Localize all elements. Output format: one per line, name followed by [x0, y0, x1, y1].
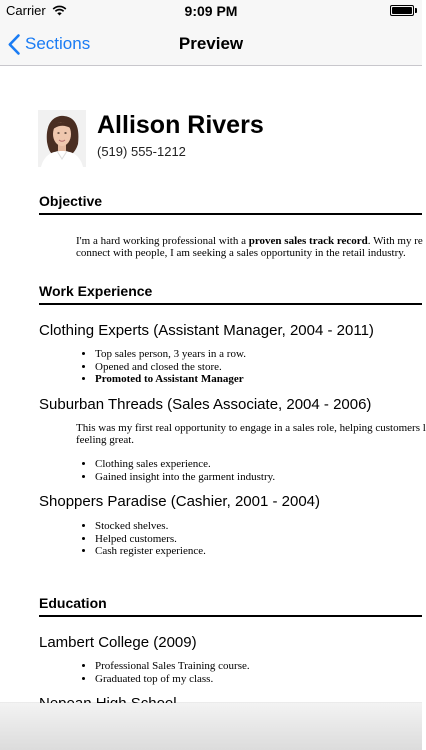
- list-item: • Helped customers.: [95, 533, 206, 546]
- bold-bullet-text: Promoted to Assistant Manager: [95, 373, 244, 385]
- navigation-bar: [0, 22, 422, 66]
- section-heading-education: Education: [39, 595, 107, 611]
- battery-tip: [415, 8, 417, 13]
- job-description-line2: feeling great.: [76, 434, 135, 446]
- resume-preview[interactable]: [0, 67, 426, 703]
- status-bar: [0, 0, 422, 22]
- section-heading-objective: Objective: [39, 193, 103, 209]
- back-button-label: Sections: [25, 34, 91, 53]
- job-description: [76, 422, 426, 446]
- objective-highlight: proven sales track record: [248, 235, 368, 247]
- battery-icon: [390, 5, 414, 16]
- list-item: • Clothing sales experience.: [95, 458, 275, 471]
- school-title: Lambert College (2009): [39, 634, 197, 651]
- list-item: • Graduated top of my class.: [95, 673, 250, 686]
- bottom-toolbar: [0, 703, 422, 750]
- profile-photo: [38, 110, 86, 167]
- job-title: Suburban Threads (Sales Associate, 2004 - 2006): [39, 396, 372, 413]
- objective-line1-text: I'm a hard working professional with a: [76, 235, 249, 247]
- section-heading-work-experience: Work Experience: [39, 283, 153, 299]
- objective-text: [76, 235, 423, 259]
- resume-phone: (519) 555-1212: [97, 144, 186, 159]
- job-bullets: [76, 520, 206, 558]
- objective-line1-end: . With my re: [367, 235, 423, 247]
- job-title: Shoppers Paradise (Cashier, 2001 - 2004): [39, 493, 321, 510]
- list-item: • Stocked shelves.: [95, 520, 206, 533]
- objective-line2-text: connect with people, I am seeking a sales opportunity in the retail industry.: [76, 247, 406, 259]
- battery-fill: [392, 7, 412, 14]
- section-divider: [39, 213, 422, 215]
- list-item: [95, 373, 246, 386]
- list-item: • Top sales person, 3 years in a row.: [95, 348, 246, 361]
- status-time: 9:09 PM: [184, 3, 238, 19]
- list-item: • Gained insight into the garment industry.: [95, 471, 275, 484]
- section-divider: [39, 303, 422, 305]
- school-bullets: [76, 660, 250, 685]
- carrier-label: Carrier: [6, 3, 46, 18]
- job-bullets: [76, 348, 246, 386]
- page-title: Preview: [178, 34, 244, 53]
- job-description-line1: This was my first real opportunity to engage in a sales role, helping customers l: [76, 422, 426, 434]
- job-title: Clothing Experts (Assistant Manager, 2004 - 2011): [39, 322, 374, 339]
- resume-name: Allison Rivers: [97, 111, 264, 139]
- job-bullets: [76, 458, 275, 483]
- section-divider: [39, 615, 422, 617]
- list-item: • Cash register experience.: [95, 545, 206, 558]
- list-item: • Professional Sales Training course.: [95, 660, 250, 673]
- list-item: • Opened and closed the store.: [95, 361, 246, 374]
